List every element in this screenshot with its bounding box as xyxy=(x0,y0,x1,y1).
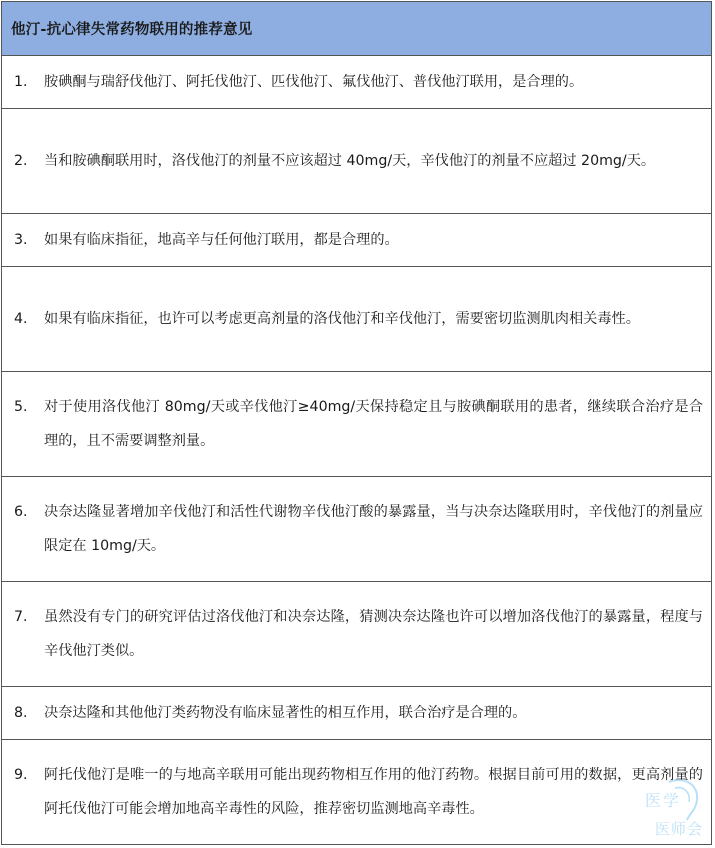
item-text: 当和胺碘酮联用时，洛伐他汀的剂量不应该超过 40mg/天，辛伐他汀的剂量不应超过 20mg/天。 xyxy=(44,153,656,169)
table-row xyxy=(2,267,712,372)
table-row xyxy=(2,687,712,740)
item-number: 5. xyxy=(14,399,28,415)
item-number: 9. xyxy=(14,767,28,783)
item-number: 4. xyxy=(14,311,28,327)
table-row xyxy=(2,582,712,687)
item-text: 决奈达隆和其他他汀类药物没有临床显著性的相互作用，联合治疗是合理的。 xyxy=(44,705,527,721)
table-row xyxy=(2,214,712,267)
item-text: 阿托伐他汀是唯一的与地高辛联用可能出现药物相互作用的他汀药物。根据目前可用的数据，更高剂量的阿托伐他汀可能会增加地高辛毒性的风险，推荐密切监测地高辛毒性。 xyxy=(44,767,703,817)
item-text: 决奈达隆显著增加辛伐他汀和活性代谢物辛伐他汀酸的暴露量，当与决奈达隆联用时，辛伐他汀的剂量应限定在 10mg/天。 xyxy=(44,504,703,554)
item-text: 胺碘酮与瑞舒伐他汀、阿托伐他汀、匹伐他汀、氟伐他汀、普伐他汀联用，是合理的。 xyxy=(44,74,584,90)
item-number: 1. xyxy=(14,74,28,90)
watermark-text-top: 医学 xyxy=(644,791,681,810)
table-row xyxy=(2,372,712,477)
item-text: 虽然没有专门的研究评估过洛伐他汀和决奈达隆，猜测决奈达隆也许可以增加洛伐他汀的暴露量，程度与辛伐他汀类似。 xyxy=(44,609,703,659)
item-text: 如果有临床指征，地高辛与任何他汀联用，都是合理的。 xyxy=(44,232,399,248)
table-row xyxy=(2,740,712,845)
table-row xyxy=(2,56,712,109)
item-number: 3. xyxy=(14,232,28,248)
item-number: 7. xyxy=(14,609,28,625)
table-row xyxy=(2,109,712,214)
table-title: 他汀-抗心律失常药物联用的推荐意见 xyxy=(2,2,712,56)
item-text: 对于使用洛伐他汀 80mg/天或辛伐他汀≥40mg/天保持稳定且与胺碘酮联用的患者，继续联合治疗是合理的，且不需要调整剂量。 xyxy=(44,399,703,449)
item-number: 6. xyxy=(14,504,28,520)
watermark-text-bottom: 医师会 xyxy=(654,820,703,838)
recommendation-table xyxy=(1,1,712,845)
table-row xyxy=(2,477,712,582)
item-text: 如果有临床指征，也许可以考虑更高剂量的洛伐他汀和辛伐他汀，需要密切监测肌肉相关毒性。 xyxy=(44,311,640,327)
item-number: 8. xyxy=(14,705,28,721)
item-number: 2. xyxy=(14,153,28,169)
